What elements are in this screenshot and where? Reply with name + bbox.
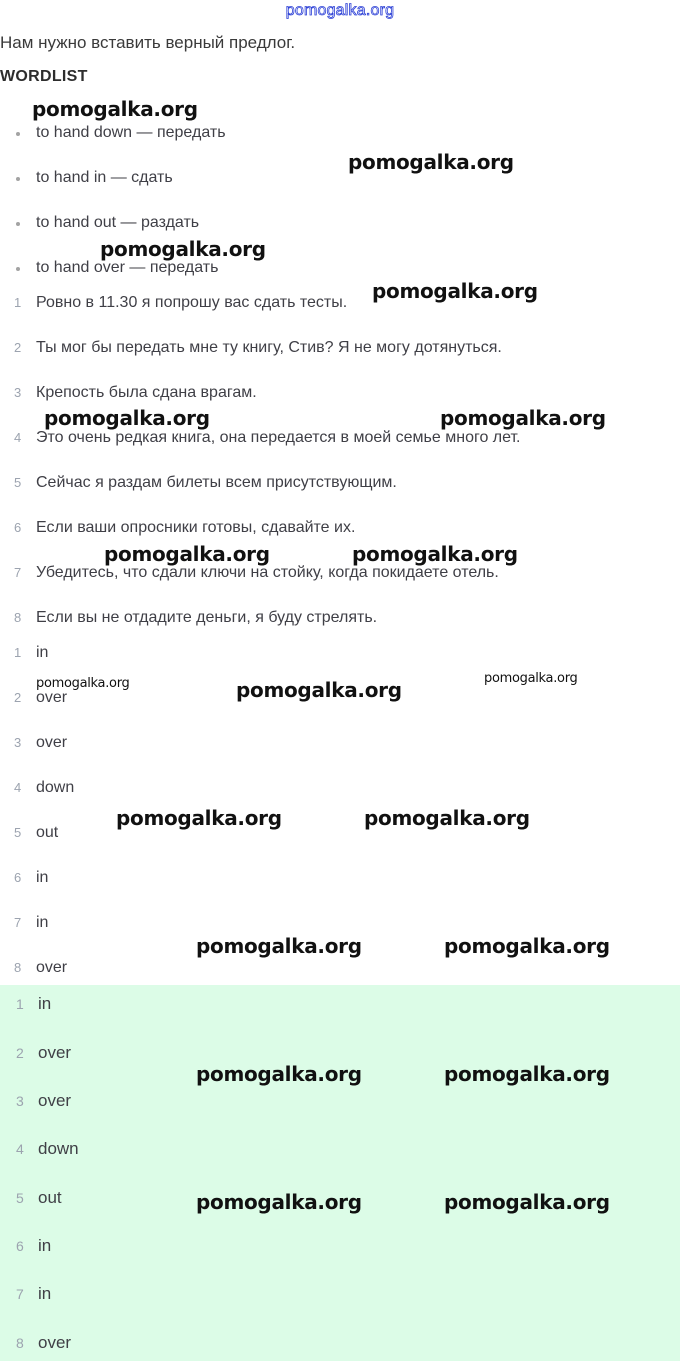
watermark: pomogalka.org [116, 806, 282, 830]
bullet-icon [16, 132, 20, 136]
answer-number: 6 [14, 870, 22, 885]
watermark: pomogalka.org [196, 1062, 362, 1086]
wordlist-title: WORDLIST [0, 68, 88, 85]
correct-answer-text: over [38, 1091, 72, 1110]
answer-text: down [36, 779, 75, 796]
answer-text: over [36, 959, 68, 976]
answer-number: 1 [14, 645, 22, 660]
watermark: pomogalka.org [196, 1190, 362, 1214]
correct-answer-number: 5 [16, 1190, 24, 1206]
answer-text: in [36, 869, 49, 886]
watermark: pomogalka.org [364, 806, 530, 830]
sentence-number: 3 [14, 385, 22, 400]
wordlist-item-text: to hand over — передать [36, 259, 219, 276]
watermark: pomogalka.org [352, 542, 518, 566]
task-instruction: Нам нужно вставить верный предлог. [0, 33, 296, 52]
sentence-number: 6 [14, 520, 22, 535]
correct-answer-text: in [38, 1284, 52, 1303]
sentence-text: Ты мог бы передать мне ту книгу, Стив? Я не могу дотянуться. [36, 339, 502, 356]
answer-number: 3 [14, 735, 22, 750]
correct-answer-number: 3 [16, 1093, 24, 1109]
correct-answer-number: 8 [16, 1335, 24, 1351]
sentence-text: Крепость была сдана врагам. [36, 384, 257, 401]
wordlist-item-text: to hand out — раздать [36, 214, 200, 231]
bullet-icon [16, 267, 20, 271]
sentence-text: Если ваши опросники готовы, сдавайте их. [36, 519, 356, 536]
sentence-number: 7 [14, 565, 22, 580]
answer-text: in [36, 914, 49, 931]
watermark: pomogalka.org [236, 678, 402, 702]
correct-answers-panel [0, 985, 680, 1361]
watermark: pomogalka.org [444, 1062, 610, 1086]
watermark: pomogalka.org [104, 542, 270, 566]
correct-answer-number: 6 [16, 1238, 24, 1254]
watermark: pomogalka.org [196, 934, 362, 958]
watermark: pomogalka.org [372, 279, 538, 303]
bullet-icon [16, 177, 20, 181]
top-watermark: pomogalka.org [285, 2, 395, 19]
correct-answer-number: 7 [16, 1286, 24, 1302]
answer-text: out [36, 824, 59, 841]
watermark: pomogalka.org [36, 676, 130, 691]
watermark: pomogalka.org [100, 237, 266, 261]
sentence-text: Это очень редкая книга, она передается в моей семье много лет. [36, 429, 521, 446]
answer-text: over [36, 689, 68, 706]
watermark: pomogalka.org [444, 1190, 610, 1214]
sentence-number: 5 [14, 475, 22, 490]
correct-answer-text: out [38, 1188, 62, 1207]
answer-number: 5 [14, 825, 22, 840]
watermark: pomogalka.org [484, 671, 578, 686]
correct-answer-number: 2 [16, 1045, 24, 1061]
sentence-text: Если вы не отдадите деньги, я буду стрелять. [36, 609, 378, 626]
watermark: pomogalka.org [348, 150, 514, 174]
bullet-icon [16, 222, 20, 226]
correct-answer-number: 4 [16, 1141, 24, 1157]
watermark: pomogalka.org [440, 406, 606, 430]
answer-number: 8 [14, 960, 22, 975]
watermark: pomogalka.org [44, 406, 210, 430]
sentence-text: Сейчас я раздам билеты всем присутствующим. [36, 474, 397, 491]
answer-number: 4 [14, 780, 22, 795]
correct-answer-text: in [38, 1236, 52, 1255]
watermark: pomogalka.org [444, 934, 610, 958]
sentence-number: 4 [14, 430, 22, 445]
correct-answer-text: in [38, 994, 52, 1013]
correct-answer-text: over [38, 1333, 72, 1352]
wordlist-item-text: to hand down — передать [36, 124, 226, 141]
answer-number: 7 [14, 915, 22, 930]
answer-text: in [36, 644, 49, 661]
sentence-number: 2 [14, 340, 22, 355]
sentence-text: Ровно в 11.30 я попрошу вас сдать тесты. [36, 294, 348, 311]
wordlist-item-text: to hand in — сдать [36, 169, 173, 186]
correct-answer-text: down [38, 1139, 79, 1158]
correct-answer-text: over [38, 1043, 72, 1062]
sentence-text: Убедитесь, что сдали ключи на стойку, когда покидаете отель. [36, 564, 499, 581]
answer-number: 2 [14, 690, 22, 705]
correct-answer-number: 1 [16, 996, 24, 1012]
watermark: pomogalka.org [32, 97, 198, 121]
answer-text: over [36, 734, 68, 751]
sentence-number: 8 [14, 610, 22, 625]
sentence-number: 1 [14, 295, 22, 310]
